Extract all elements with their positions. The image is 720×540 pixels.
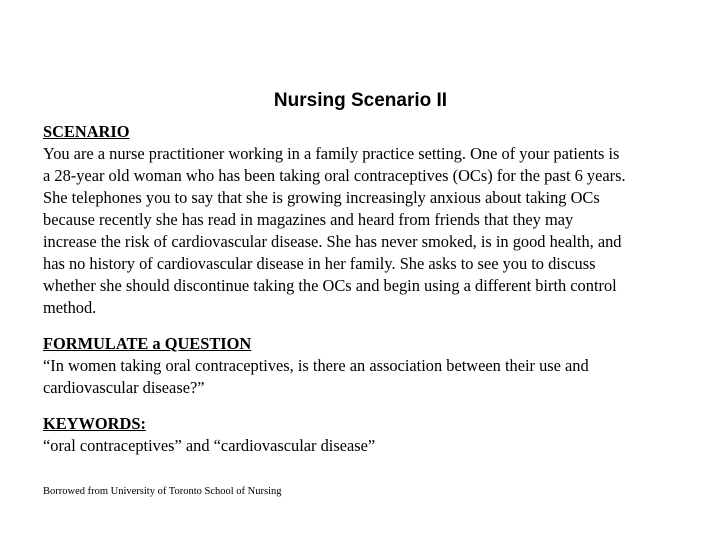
source-credit: Borrowed from University of Toronto School of Nursing xyxy=(43,486,282,497)
document-body xyxy=(43,121,715,457)
section-gap xyxy=(43,319,715,333)
keywords-section xyxy=(43,413,715,457)
scenario-heading: SCENARIO xyxy=(43,122,130,141)
scenario-line: has no history of cardiovascular disease in her family. She asks to see you to discuss xyxy=(43,254,596,273)
section-gap xyxy=(43,399,715,413)
scenario-line: increase the risk of cardiovascular disease. She has never smoked, is in good health, and xyxy=(43,232,622,251)
keywords-text xyxy=(43,435,715,457)
scenario-line: whether she should discontinue taking the OCs and begin using a different birth control xyxy=(43,276,617,295)
keywords-line: “oral contraceptives” and “cardiovascular disease” xyxy=(43,436,376,455)
question-text xyxy=(43,355,715,399)
scenario-text xyxy=(43,143,715,319)
scenario-line: a 28-year old woman who has been taking oral contraceptives (OCs) for the past 6 years. xyxy=(43,166,626,185)
scenario-section xyxy=(43,121,715,319)
scenario-line: She telephones you to say that she is growing increasingly anxious about taking OCs xyxy=(43,188,600,207)
question-line: cardiovascular disease?” xyxy=(43,378,205,397)
scenario-line: method. xyxy=(43,298,97,317)
scenario-line: You are a nurse practitioner working in a family practice setting. One of your patients is xyxy=(43,144,620,163)
page-title: Nursing Scenario II xyxy=(273,90,448,111)
scenario-line: because recently she has read in magazines and heard from friends that they may xyxy=(43,210,574,229)
keywords-heading: KEYWORDS: xyxy=(43,414,146,433)
question-line: “In women taking oral contraceptives, is there an association between their use and xyxy=(43,356,589,375)
question-heading: FORMULATE a QUESTION xyxy=(43,334,252,353)
question-section xyxy=(43,333,715,399)
